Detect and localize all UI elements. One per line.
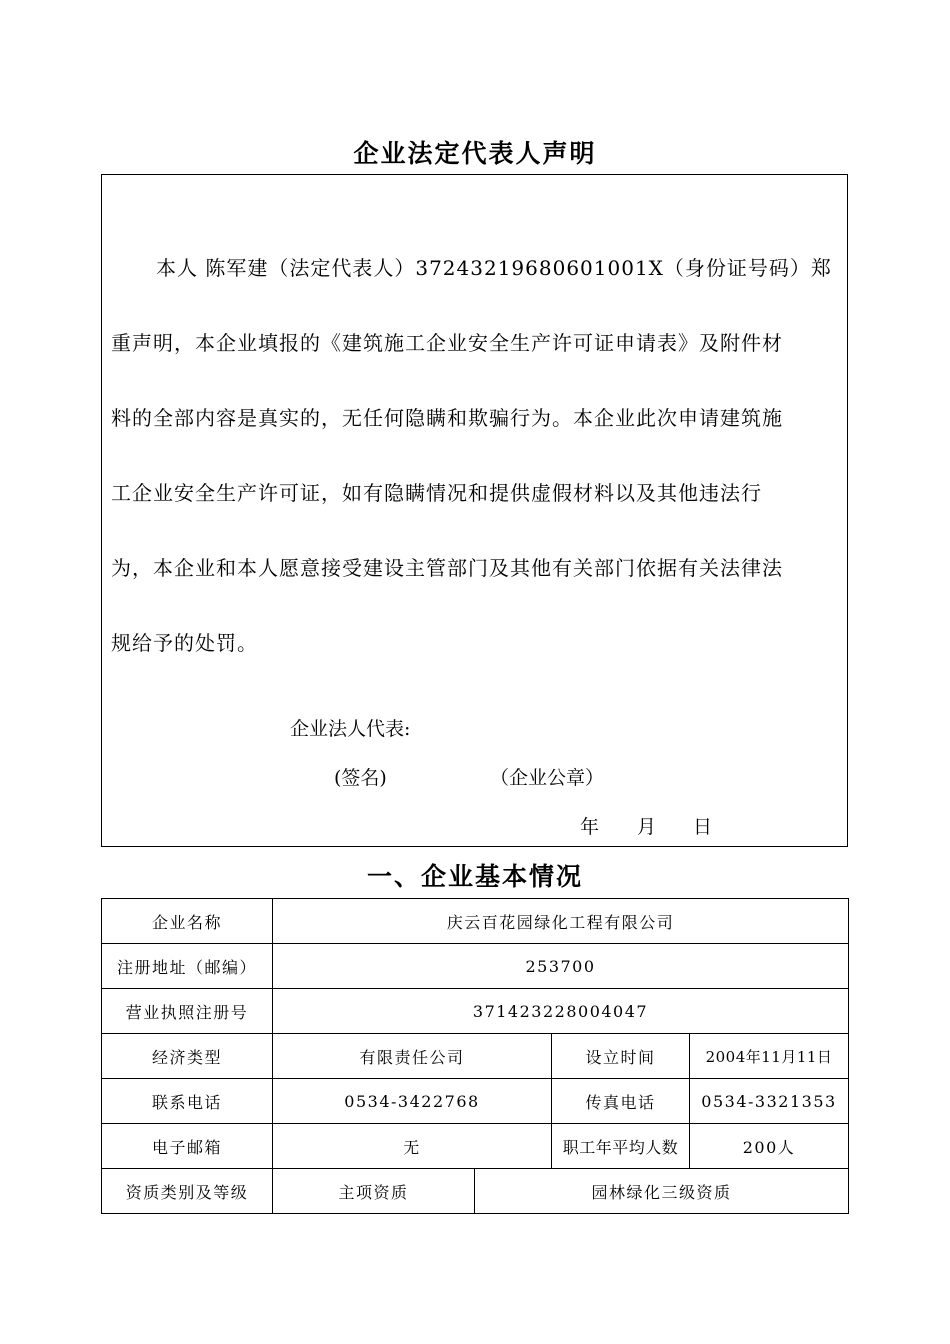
address-label: 注册地址（邮编） bbox=[116, 957, 257, 977]
staff-count-label: 职工年平均人数 bbox=[562, 1137, 679, 1157]
date-day-label: 日 bbox=[693, 816, 713, 838]
email-value: 无 bbox=[403, 1137, 421, 1157]
company-seal-label: （企业公章） bbox=[490, 767, 605, 789]
address-value: 253700 bbox=[525, 956, 596, 976]
founded-value: 2004年11月11日 bbox=[705, 1047, 833, 1066]
declaration-line-6: 规给予的处罚。 bbox=[111, 631, 258, 655]
economic-type-value: 有限责任公司 bbox=[359, 1047, 465, 1067]
declaration-line-1: 本人 陈军建（法定代表人）37243219680601001X（身份证号码）郑 bbox=[156, 256, 832, 280]
license-value: 371423228004047 bbox=[472, 1001, 649, 1021]
staff-count-value: 200人 bbox=[742, 1137, 796, 1157]
company-name-value: 庆云百花园绿化工程有限公司 bbox=[446, 912, 675, 932]
license-label: 营业执照注册号 bbox=[125, 1002, 249, 1022]
phone-value: 0534-3422768 bbox=[344, 1091, 480, 1111]
declaration-line-2: 重声明，本企业填报的《建筑施工企业安全生产许可证申请表》及附件材 bbox=[111, 331, 783, 355]
founded-label: 设立时间 bbox=[585, 1047, 656, 1067]
company-name-label: 企业名称 bbox=[151, 912, 222, 932]
legal-rep-label: 企业法人代表: bbox=[290, 718, 411, 740]
fax-label: 传真电话 bbox=[585, 1092, 656, 1112]
qualification-value: 园林绿化三级资质 bbox=[591, 1182, 732, 1202]
economic-type-label: 经济类型 bbox=[151, 1047, 222, 1067]
qualification-type: 主项资质 bbox=[338, 1182, 409, 1202]
date-month-label: 月 bbox=[637, 816, 657, 838]
fax-value: 0534-3321353 bbox=[701, 1091, 837, 1111]
declaration-line-4: 工企业安全生产许可证，如有隐瞒情况和提供虚假材料以及其他违法行 bbox=[111, 481, 762, 505]
declaration-line-5: 为，本企业和本人愿意接受建设主管部门及其他有关部门依据有关法律法 bbox=[111, 556, 783, 580]
table-border-bottom bbox=[101, 1213, 849, 1214]
declaration-line-3: 料的全部内容是真实的，无任何隐瞒和欺骗行为。本企业此次申请建筑施 bbox=[111, 406, 783, 430]
signature-label: (签名) bbox=[334, 767, 387, 789]
email-label: 电子邮箱 bbox=[151, 1137, 222, 1157]
qualification-label: 资质类别及等级 bbox=[125, 1182, 249, 1202]
phone-label: 联系电话 bbox=[151, 1092, 222, 1112]
table-border-right bbox=[848, 898, 849, 1214]
date-year-label: 年 bbox=[580, 816, 600, 838]
basic-info-title: 一、企业基本情况 bbox=[366, 862, 583, 891]
declaration-title: 企业法定代表人声明 bbox=[353, 139, 597, 168]
